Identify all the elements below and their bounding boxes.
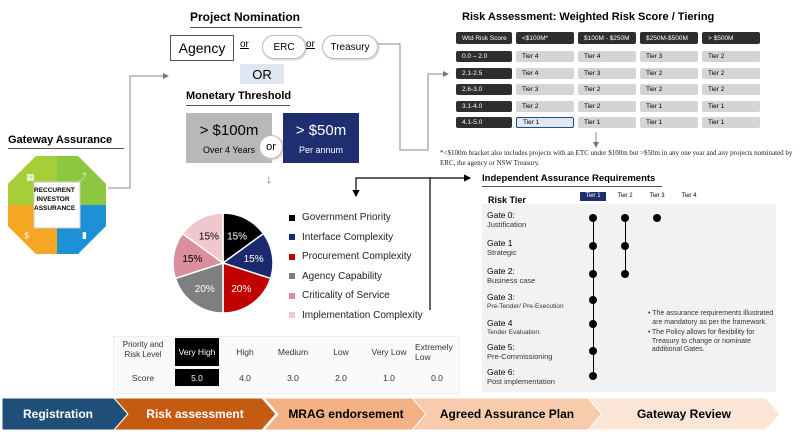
priority-level: Very Low (371, 347, 407, 357)
gate-description: Pre-Tender/ Pre-Execution (487, 303, 564, 310)
pie-slice-label: 15% (243, 254, 264, 266)
tier-header: Tier 4 (681, 193, 697, 199)
gate-name: Gate 1 (487, 238, 513, 248)
risk-tier-cell: Tier 2 (516, 101, 574, 112)
risk-tier-cell: Tier 2 (578, 84, 636, 95)
risk-pie-chart (168, 208, 278, 318)
priority-score: 4.0 (239, 372, 251, 383)
risk-tier-cell: Tier 4 (516, 51, 574, 62)
or-label-1: or (240, 39, 249, 50)
process-step-label: Risk assessment (146, 406, 244, 421)
risk-tier-cell: Tier 1 (702, 117, 760, 128)
risk-tier-cell: Tier 1 (640, 117, 698, 128)
risk-header-cell: <$100M* (516, 32, 574, 44)
badge-line-1: RECCURENT (34, 187, 75, 194)
legend-item (289, 212, 391, 223)
gate-item (487, 266, 577, 286)
risk-tier-cell: Tier 4 (578, 51, 636, 62)
risk-tier-cell: Tier 2 (578, 101, 636, 112)
tier-header: Tier 3 (649, 193, 665, 199)
priority-score: 0.0 (431, 372, 443, 383)
map-icon: ▦ (26, 173, 35, 183)
legend-label: Criticality of Service (302, 290, 390, 301)
gate-name: Gate 6: (487, 367, 515, 377)
risk-tier-cell: Tier 3 (578, 68, 636, 79)
badge-line-2: INVESTOR (36, 196, 70, 203)
tier-header: Tier 2 (617, 193, 633, 199)
risk-tier-cell: Tier 1 (578, 117, 636, 128)
gate-description: Pre-Commissioning (487, 352, 553, 361)
gateway-title: Gateway Assurance (8, 134, 113, 146)
money-icon: $ (24, 231, 30, 241)
process-step-label: Gateway Review (636, 406, 732, 421)
threshold-100m-sub: Over 4 Years (202, 144, 256, 155)
down-arrow-icon: ↓ (266, 172, 272, 186)
legend-item (289, 251, 411, 262)
tier1-line (593, 214, 594, 372)
or-circle: or (259, 135, 283, 159)
assurance-notes: • The assurance requirements illustrated are mandatory as per the framework. • The Policy allows for flexibility for Treasury to change or nominate additional Gates. (648, 310, 778, 355)
agency-box: Agency (170, 35, 234, 61)
gate-item (487, 318, 577, 338)
erc-oval: ERC (262, 35, 306, 59)
pie-slice-label: 20% (231, 284, 252, 296)
priority-level: Low (333, 347, 349, 357)
gate-name: Gate 0: (487, 210, 515, 220)
risk-tier-cell: Tier 4 (516, 68, 574, 79)
legend-swatch (289, 312, 295, 318)
pie-slice-label: 20% (194, 284, 215, 296)
threshold-50m-sub: Per annum (298, 144, 344, 155)
badge-line-3: ASSURANCE (34, 205, 76, 212)
risk-header-cell: Wtd Risk Score (456, 32, 512, 44)
risk-tier-cell: Tier 2 (702, 68, 760, 79)
legend-swatch (289, 273, 295, 279)
risk-tier-cell: Tier 2 (702, 51, 760, 62)
gate-item (487, 292, 577, 312)
priority-score: 2.0 (335, 372, 347, 383)
gate-description: Tender Evaluation: (487, 329, 541, 336)
gate-name: Gate 3: (487, 292, 515, 302)
gate-item (487, 238, 577, 258)
risk-tier-cell: Tier 3 (640, 51, 698, 62)
risk-tier-cell: Tier 2 (640, 84, 698, 95)
risk-tier-cell: Tier 3 (516, 84, 574, 95)
risk-header-cell: > $500M (702, 32, 760, 44)
risk-score-cell: 4.1-5.0 (456, 117, 512, 128)
gate-name: Gate 2: (487, 266, 515, 276)
pie-slice-label: 15% (198, 231, 219, 243)
or-box: OR (240, 64, 284, 84)
legend-label: Procurement Complexity (302, 251, 412, 262)
priority-label: Priority and Risk Level (122, 340, 164, 359)
legend-label: Government Priority (302, 212, 391, 223)
gate-item (487, 367, 577, 387)
priority-score: 1.0 (383, 372, 395, 383)
risk-tier-cell: Tier 1 (516, 117, 574, 128)
legend-label: Agency Capability (302, 270, 383, 282)
priority-score: 5.0 (175, 369, 219, 386)
requirement-dot (653, 214, 661, 222)
chart-icon: ⤴ (78, 173, 88, 183)
legend-swatch (289, 254, 295, 260)
risk-score-cell: 3.1-4.0 (456, 101, 512, 112)
risk-score-cell: 2.1-2.5 (456, 68, 512, 79)
risk-header-cell: $100M - $250M (578, 32, 636, 44)
risk-header-cell: $250M-$500M (640, 32, 698, 44)
risk-score-cell: 2.6-3.0 (456, 84, 512, 95)
legend-item (289, 232, 393, 243)
score-label: Score (131, 373, 155, 383)
process-step-label: Agreed Assurance Plan (439, 406, 575, 421)
gate-description: Strategic (487, 248, 517, 257)
risk-tier-cell: Tier 1 (702, 101, 760, 112)
risk-tier-cell: Tier 2 (640, 68, 698, 79)
legend-swatch (289, 234, 295, 240)
assurance-title-underline (482, 186, 662, 187)
tier-header: Tier 1 (580, 192, 606, 201)
gate-description: Business case (487, 276, 536, 285)
pie-slice-label: 15% (182, 254, 203, 266)
priority-level: Medium (277, 347, 309, 357)
process-step-label: MRAG endorsement (288, 406, 404, 421)
note-2: The Policy allows for flexibility for Treasury to change or nominate additional Gates. (651, 329, 755, 353)
gate-name: Gate 5: (487, 342, 515, 352)
assurance-title: Independent Assurance Requirements (482, 173, 656, 184)
nomination-title: Project Nomination (190, 10, 301, 24)
risk-title: Risk Assessment: Weighted Risk Score / Tiering (462, 11, 715, 23)
legend-item (289, 310, 423, 321)
risk-tier-cell: Tier 2 (702, 84, 760, 95)
priority-level: High (236, 347, 254, 357)
threshold-50m-value: > $50m (295, 121, 347, 139)
risk-tier-label: Risk Tier (488, 195, 526, 205)
note-1: The assurance requirements illustrated are mandatory as per the framework. (652, 310, 774, 326)
legend-swatch (289, 215, 295, 221)
gate-description: Post implementation (487, 377, 555, 386)
gate-description: Justification (487, 220, 527, 229)
process-step-label: Registration (22, 406, 93, 421)
legend-label: Implementation Complexity (302, 309, 423, 321)
treasury-oval: Treasury (322, 35, 378, 59)
or-label-2: or (306, 39, 315, 50)
priority-level: Very High (175, 338, 219, 366)
priority-level: Extremely Low (415, 342, 453, 362)
legend-item (289, 290, 390, 301)
requirement-dot (589, 372, 597, 380)
gate-name: Gate 4 (487, 318, 513, 328)
pie-slice-label: 15% (227, 231, 248, 243)
gate-item (487, 342, 577, 362)
threshold-100m-value: > $100m (199, 121, 259, 139)
requirement-dot (621, 270, 629, 278)
risk-score-cell: 0.0 – 2.0 (456, 51, 512, 62)
legend-swatch (289, 293, 295, 299)
monetary-title: Monetary Threshold (186, 90, 292, 102)
gate-item (487, 210, 577, 230)
risk-footnote: *<$100m bracket also includes projects with an ETC under $100m but >$50m in any one year and any projects nominated by ERC, the agency or NSW Treasury. (440, 149, 793, 167)
legend-label: Interface Complexity (302, 231, 394, 243)
tier2-line (625, 214, 626, 270)
priority-score: 3.0 (287, 372, 299, 383)
building-icon: ▮ (82, 231, 87, 241)
legend-item (289, 271, 382, 282)
risk-tier-cell: Tier 1 (640, 101, 698, 112)
